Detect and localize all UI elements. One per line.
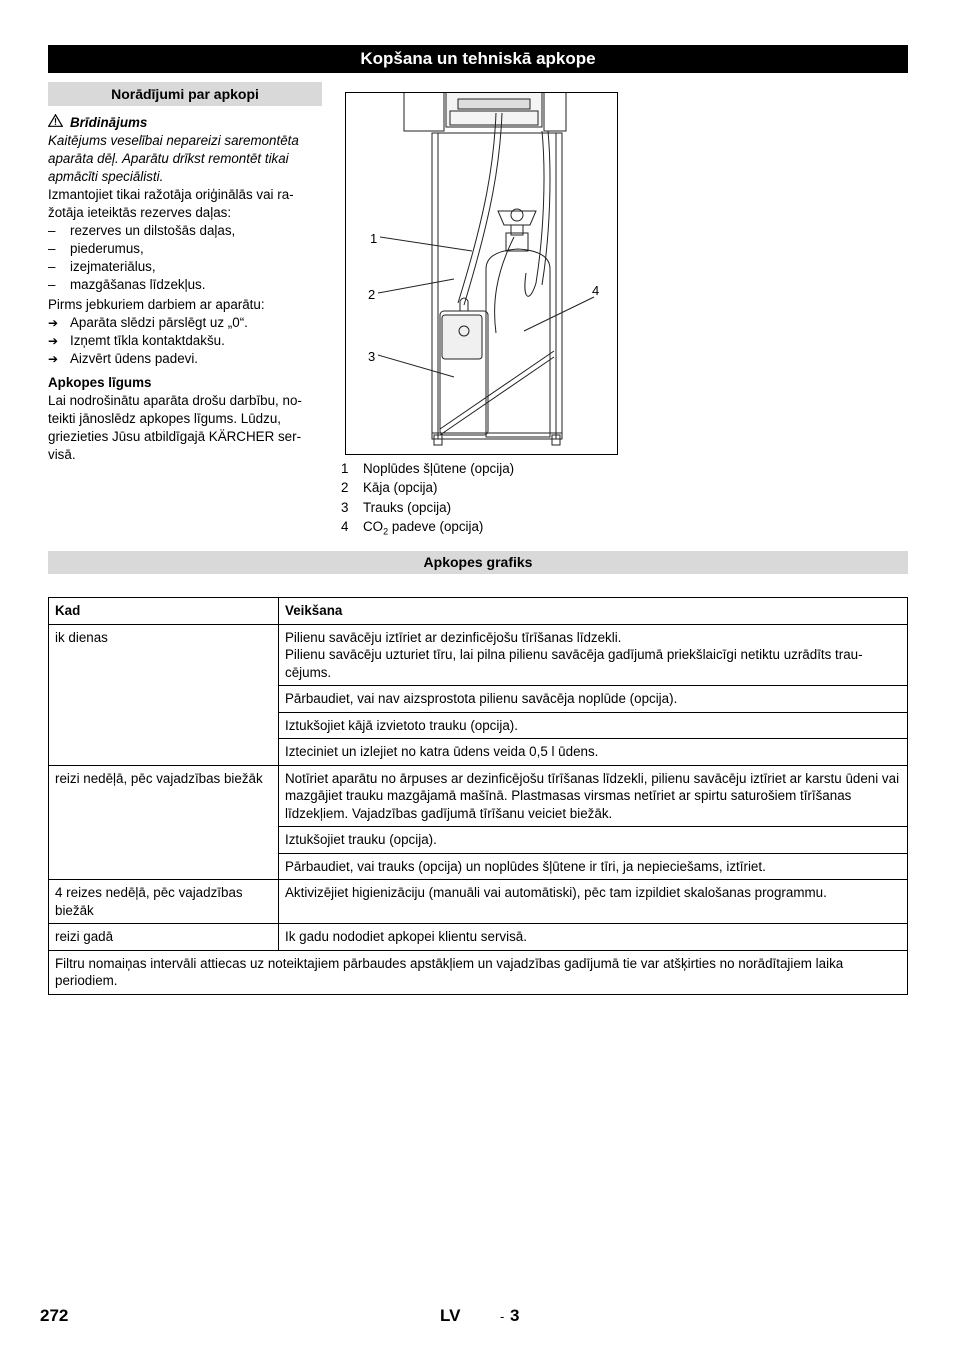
action-cell: Aktivizējiet higienizāciju (manuāli vai automātiski), pēc tam izpildiet skalošanas programmu.	[279, 880, 908, 924]
legend-item: 4 $CO_2$ padeve (opcija)	[341, 518, 484, 537]
table-row	[49, 880, 908, 924]
action-cell: Iztukšojiet kājā izvietoto trauku (opcija).	[279, 712, 908, 739]
when-cell: ik dienas	[49, 624, 279, 765]
table-row	[49, 765, 908, 827]
callout-4: 4	[592, 283, 600, 298]
when-cell: 4 reizes nedēļā, pēc vajadzības biežāk	[49, 880, 279, 924]
list-item: – izejmateriālus,	[48, 259, 156, 274]
parts-list	[48, 222, 322, 294]
list-item: ➔ Aizvērt ūdens padevi.	[48, 351, 199, 366]
steps-list	[48, 314, 322, 368]
list-item: – piederumus,	[48, 241, 144, 256]
device-drawing	[346, 93, 618, 455]
when-cell: reizi gadā	[49, 924, 279, 951]
table-row	[49, 950, 908, 994]
callout-2: 2	[368, 287, 376, 302]
before-work-text: Pirms jebkuriem darbiem ar aparātu:	[48, 297, 265, 312]
maintenance-notes	[48, 82, 322, 464]
schedule-note: Filtru nomaiņas intervāli attiecas uz noteiktajiem pārbaudes apstākļiem un vajadzības gadījumā tie var atšķirties no norādītajiem laika periodiem.	[49, 950, 908, 994]
warning-text: Kaitējums veselībai nepareizi saremontēta aparāta dēļ. Aparātu drīkst remontēt tikai apmācīti speciālisti.	[48, 133, 299, 184]
list-item: ➔ Aparāta slēdzi pārslēgt uz „0“.	[48, 315, 248, 330]
warning-label: Brīdinājums	[70, 115, 148, 130]
warning-heading	[48, 114, 322, 132]
list-item: – mazgāšanas līdzekļus.	[48, 277, 206, 292]
table-row	[49, 624, 908, 686]
action-cell: Ik gadu nododiet apkopei klientu servisā.	[279, 924, 908, 951]
section-number: 3	[510, 1306, 520, 1325]
list-item: – rezerves un dilstošās daļas,	[48, 223, 236, 238]
parts-intro: Izmantojiet tikai ražotāja oriģinālās vai ražotāja ieteiktās rezerves daļas:	[48, 187, 294, 220]
when-cell: reizi nedēļā, pēc vajadzības biežāk	[49, 765, 279, 880]
footer-dash: -	[500, 1309, 505, 1324]
schedule-heading: Apkopes grafiks	[48, 551, 908, 574]
callout-3: 3	[368, 349, 376, 364]
col-header-when: Kad	[49, 598, 279, 625]
arrow-right-icon: ➔	[48, 352, 59, 366]
contract-heading: Apkopes līgums	[48, 375, 152, 390]
legend-item: 2 Kāja (opcija)	[341, 480, 438, 496]
figure-legend	[341, 459, 641, 542]
language-code: LV	[440, 1306, 461, 1325]
arrow-right-icon: ➔	[48, 316, 59, 330]
list-item: ➔ Izņemt tīkla kontaktdakšu.	[48, 333, 225, 348]
contract-text: Lai nodrošinātu aparāta drošu darbību, noteikti jānoslēdz apkopes līgums. Lūdzu, griezieties Jūsu atbildīgajā KÄRCHER servisā.	[48, 393, 302, 462]
section-title: Kopšana un tehniskā apkope	[48, 45, 908, 73]
action-cell: Izteciniet un izlejiet no katra ūdens veida 0,5 l ūdens.	[279, 739, 908, 766]
action-cell: Pilienu savācēju iztīriet ar dezinficējošu tīrīšanas līdzekli. Pilienu savācēju uzturiet tīru, lai pilna pilienu savācēja gadījumā priekšlaicīgi netiktu uzrādīts traucējums.	[279, 624, 908, 686]
action-cell: Iztukšojiet trauku (opcija).	[279, 827, 908, 854]
page-number: 272	[40, 1306, 69, 1325]
col-header-action: Veikšana	[279, 598, 908, 625]
action-cell: Notīriet aparātu no ārpuses ar dezinficējošu tīrīšanas līdzekli, pilienu savācēju iztīriet ar karstu ūdeni vai mazgājiet trauku mazgājamā mašīnā. Plastmasas virsmas netīriet ar spirtu saturošiem tīrīšanas līdzekļiem. Vajadzības gadījumā tīrīšanu veiciet biežāk.	[279, 765, 908, 827]
callout-1: 1	[370, 231, 378, 246]
maintenance-notes-heading: Norādījumi par apkopi	[48, 82, 322, 106]
warning-triangle-icon	[48, 114, 64, 132]
action-cell: Pārbaudiet, vai nav aizsprostota pilienu savācēja noplūde (opcija).	[279, 686, 908, 713]
legend-item: 1 Noplūdes šļūtene (opcija)	[341, 461, 515, 476]
maintenance-schedule-table	[48, 597, 908, 995]
legend-item: 3 Trauks (opcija)	[341, 499, 452, 515]
arrow-right-icon: ➔	[48, 334, 59, 348]
action-cell: Pārbaudiet, vai trauks (opcija) un noplūdes šļūtene ir tīri, ja nepieciešams, iztīriet.	[279, 853, 908, 880]
table-header-row	[49, 598, 908, 625]
table-row	[49, 924, 908, 951]
device-illustration	[345, 92, 618, 455]
